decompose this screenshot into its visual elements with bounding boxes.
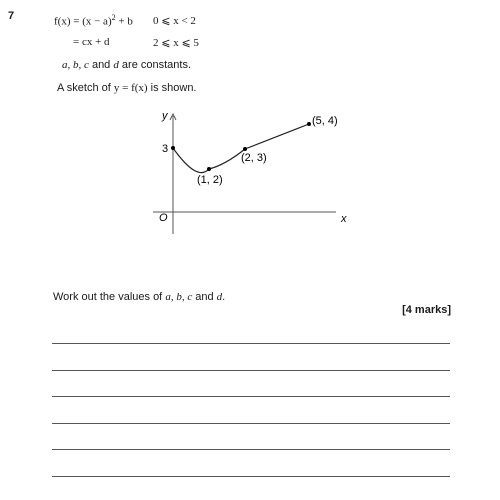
point-5-4 xyxy=(307,122,311,126)
point-label-5-4: (5, 4) xyxy=(312,115,338,127)
point-label-1-2: (1, 2) xyxy=(197,174,223,186)
definition-line-2-domain: 2 ⩽ x ⩽ 5 xyxy=(153,37,199,49)
point-2-3 xyxy=(243,147,247,151)
quadratic-segment-upper xyxy=(209,149,245,169)
constants-d: d xyxy=(113,59,119,71)
definition-line-2: = cx + d xyxy=(73,36,110,48)
question-number: 7 xyxy=(8,10,15,22)
definition-line-1-expression: f(x) = (x − a) xyxy=(54,15,112,28)
quadratic-segment xyxy=(173,148,209,173)
y-intercept-point xyxy=(171,146,175,150)
point-1-2 xyxy=(207,167,211,171)
answer-line[interactable] xyxy=(52,423,450,424)
y-intercept-label: 3 xyxy=(162,143,169,155)
answer-line[interactable] xyxy=(52,396,450,397)
marks-label: [4 marks] xyxy=(402,304,451,316)
linear-segment xyxy=(245,124,309,149)
answer-line[interactable] xyxy=(52,343,450,344)
definition-line-1-tail: + b xyxy=(115,15,133,28)
y-axis-label: y xyxy=(162,110,168,122)
point-label-2-3: (2, 3) xyxy=(241,152,267,164)
answer-line[interactable] xyxy=(52,476,450,477)
origin-label: O xyxy=(159,212,168,224)
constants-and: and xyxy=(88,59,114,71)
answer-line[interactable] xyxy=(52,370,450,371)
instruction-pre: Work out the values of xyxy=(53,291,166,303)
definition-line-1-domain: 0 ⩽ x < 2 xyxy=(153,15,196,27)
sketch-post: is shown. xyxy=(147,82,197,94)
constants-tail: are constants. xyxy=(118,59,192,71)
x-axis-label: x xyxy=(341,213,347,225)
instruction-end: . xyxy=(222,291,226,303)
instruction xyxy=(53,291,225,303)
sketch-pre: A sketch of xyxy=(57,82,114,94)
sketch-equation: y = f(x) xyxy=(113,82,148,94)
constants-variables: a, b, c xyxy=(62,59,89,71)
answer-line[interactable] xyxy=(52,449,450,450)
definition-line-1-exponent: 2 xyxy=(111,13,116,22)
instruction-variables: a, b, c xyxy=(165,291,193,303)
instruction-d: d xyxy=(216,291,223,303)
instruction-and: and xyxy=(192,291,217,303)
